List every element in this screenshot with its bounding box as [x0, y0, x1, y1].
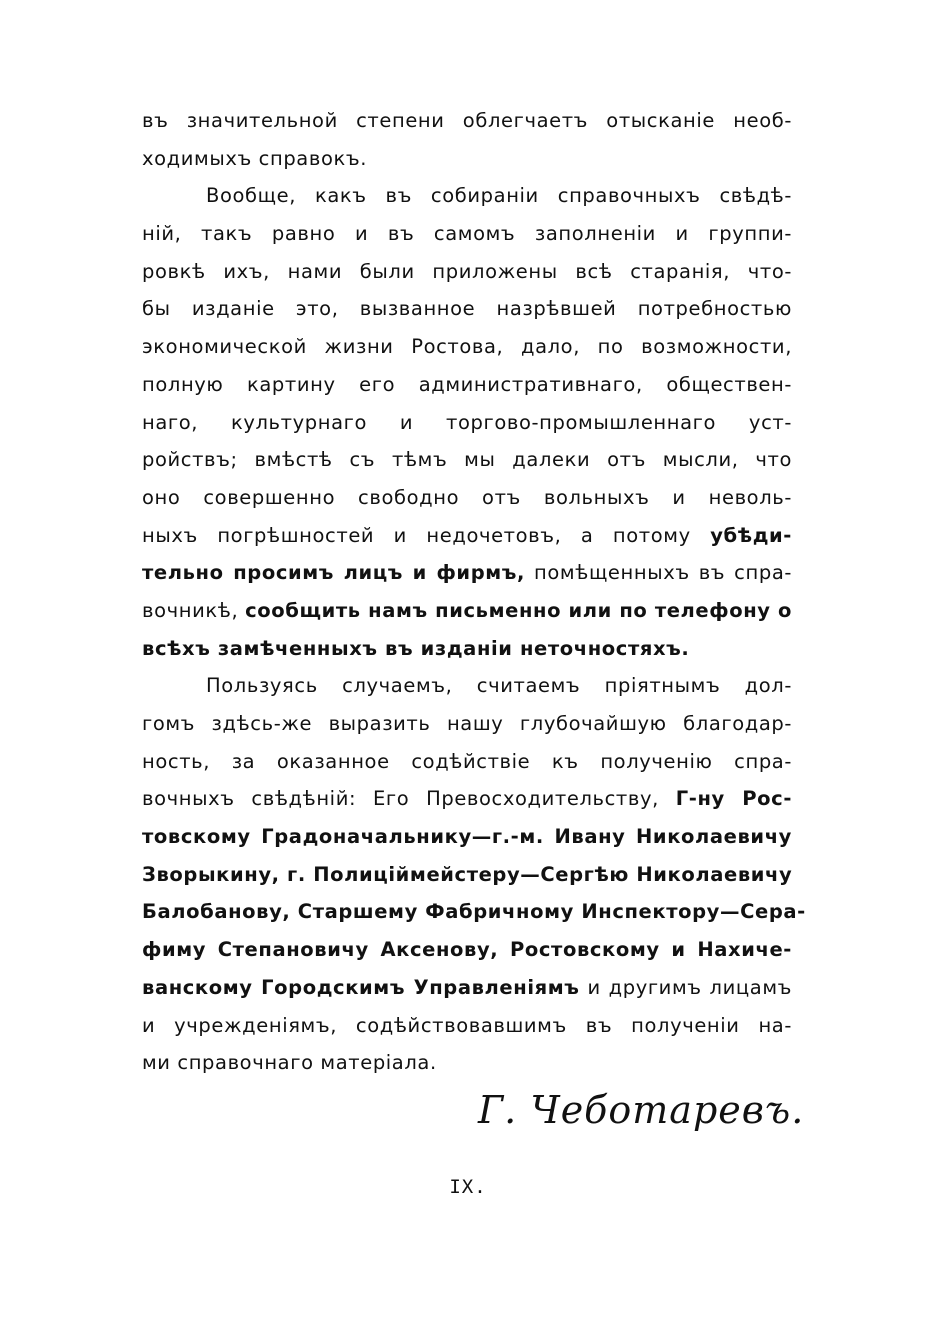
text-line — [142, 554, 792, 592]
text-span: ныхъ погрѣшностей и недочетовъ, а потому — [142, 523, 711, 547]
text-line: ній, такъ равно и въ самомъ заполненіи и группи- — [142, 222, 792, 246]
text-line: Пользуясь случаемъ, считаемъ пріятнымъ дол- — [206, 674, 792, 698]
text-line: ми справочнаго матеріала. — [142, 1051, 437, 1075]
bold-text-span: тельно просимъ лицъ и фирмъ, — [142, 561, 526, 585]
text-line: гомъ здѣсь-же выразить нашу глубочайшую благодар- — [142, 712, 792, 735]
page-number: IX. — [449, 1176, 487, 1198]
text-line: ходимыхъ справокъ. — [142, 146, 368, 170]
text-line: и учрежденіямъ, содѣйствовавшимъ въ полученіи на- — [142, 1013, 792, 1037]
text-span: и другимъ лицамъ — [579, 975, 793, 999]
text-span: вочникѣ, — [142, 598, 246, 622]
text-line: ровкѣ ихъ, нами были приложены всѣ старанія, что- — [142, 259, 792, 283]
text-line: Вообще, какъ въ собираніи справочныхъ свѣдѣ- — [206, 184, 792, 208]
text-line — [142, 780, 792, 818]
text-line — [142, 517, 792, 555]
text-line: бы изданіе это, вызванное назрѣвшей потребностью — [142, 297, 792, 321]
text-line: ность, за оказанное содѣйствіе къ полученію спра- — [142, 749, 792, 773]
bold-text-span: сообщить намъ письменно или по телефону о — [245, 598, 793, 622]
text-line — [142, 592, 792, 630]
text-line: въ значительной степени облегчаетъ отысканіе необ- — [142, 109, 792, 132]
text-span: помѣщенныхъ въ спра- — [525, 561, 792, 585]
text-line: полную картину его административнаго, обществен- — [142, 372, 792, 396]
text-line: Балобанову, Старшему Фабричному Инспектору—Сера- — [142, 900, 806, 924]
bold-text-span: убѣди- — [710, 523, 792, 547]
text-span: вочныхъ свѣдѣній: Его Превосходительству, — [142, 787, 676, 811]
text-line: фиму Степановичу Аксенову, Ростовскому и Нахиче- — [142, 938, 792, 962]
text-line: наго, культурнаго и торгово-промышленнаго уст- — [142, 410, 792, 434]
text-line: экономической жизни Ростова, дало, по возможности, — [142, 335, 792, 359]
text-line: товскому Градоначальнику—г.-м. Ивану Николаевичу — [142, 825, 792, 849]
text-line: всѣхъ замѣченныхъ въ изданіи неточностяхъ. — [142, 636, 690, 660]
text-line: ройствъ; вмѣстѣ съ тѣмъ мы далеки отъ мысли, что — [142, 448, 792, 472]
bold-text-span: ванскому Городскимъ Управленіямъ — [142, 975, 580, 999]
text-line: Зворыкину, г. Полиціймейстеру—Сергѣю Николаевичу — [142, 862, 793, 886]
text-line — [142, 969, 792, 1007]
signature: Г. Чеботаревъ. — [478, 1088, 805, 1132]
text-line: оно совершенно свободно отъ вольныхъ и неволь- — [142, 485, 792, 509]
bold-text-span: Г-ну Рос- — [675, 787, 793, 811]
body-text — [142, 102, 806, 1082]
